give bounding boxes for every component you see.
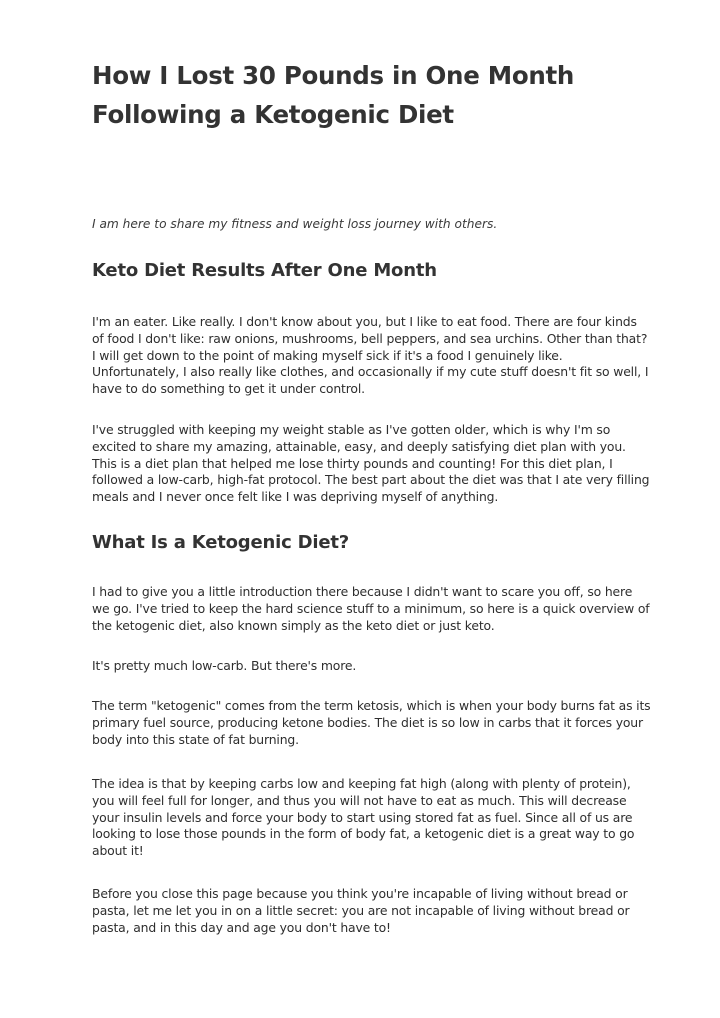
paragraph: I've struggled with keeping my weight stable as I've gotten older, which is why I'm so excited to share my amazing, attainable, easy, and deeply satisfying diet plan with you. This is a diet plan that helped me lose thirty pounds and counting! For this diet plan, I followed a low-carb, high-fat protocol. The best part about the diet was that I ate very filling meals and I never once felt like I was depriving myself of anything. [92, 422, 650, 505]
paragraph: The idea is that by keeping carbs low and keeping fat high (along with plenty of protein), you will feel full for longer, and thus you will not have to eat as much. This will decrease your insulin levels and force your body to start using stored fat as fuel. Since all of us are looking to lose those pounds in the form of body fat, a ketogenic diet is a great way to go about it! [92, 776, 635, 859]
article-title: How I Lost 30 Pounds in One Month Following a Ketogenic Diet [92, 61, 575, 129]
paragraph: Before you close this page because you think you're incapable of living without bread or pasta, let me let you in on a little secret: you are not incapable of living without bread or pasta, and in this day and age you don't have to! [92, 886, 630, 935]
paragraph: I'm an eater. Like really. I don't know about you, but I like to eat food. There are four kinds of food I don't like: raw onions, mushrooms, bell peppers, and sea urchins. Other than that? I will get down to the point of making myself sick if it's a food I genuinely like. Unfortunately, I also really like clothes, and occasionally if my cute stuff doesn't fit so well, I have to do something to get it under control. [92, 314, 649, 397]
article-subtitle: I am here to share my fitness and weight loss journey with others. [92, 217, 498, 231]
article [92, 56, 652, 935]
section-heading-results: Keto Diet Results After One Month [92, 260, 437, 281]
paragraph: I had to give you a little introduction there because I didn't want to scare you off, so here we go. I've tried to keep the hard science stuff to a minimum, so here is a quick overview of the ketogenic diet, also known simply as the keto diet or just keto. [92, 584, 650, 633]
section-heading-ketogenic: What Is a Ketogenic Diet? [92, 532, 349, 553]
paragraph: It's pretty much low-carb. But there's more. [92, 658, 357, 673]
paragraph: The term "ketogenic" comes from the term ketosis, which is when your body burns fat as its primary fuel source, producing ketone bodies. The diet is so low in carbs that it forces your body into this state of fat burning. [92, 698, 651, 747]
